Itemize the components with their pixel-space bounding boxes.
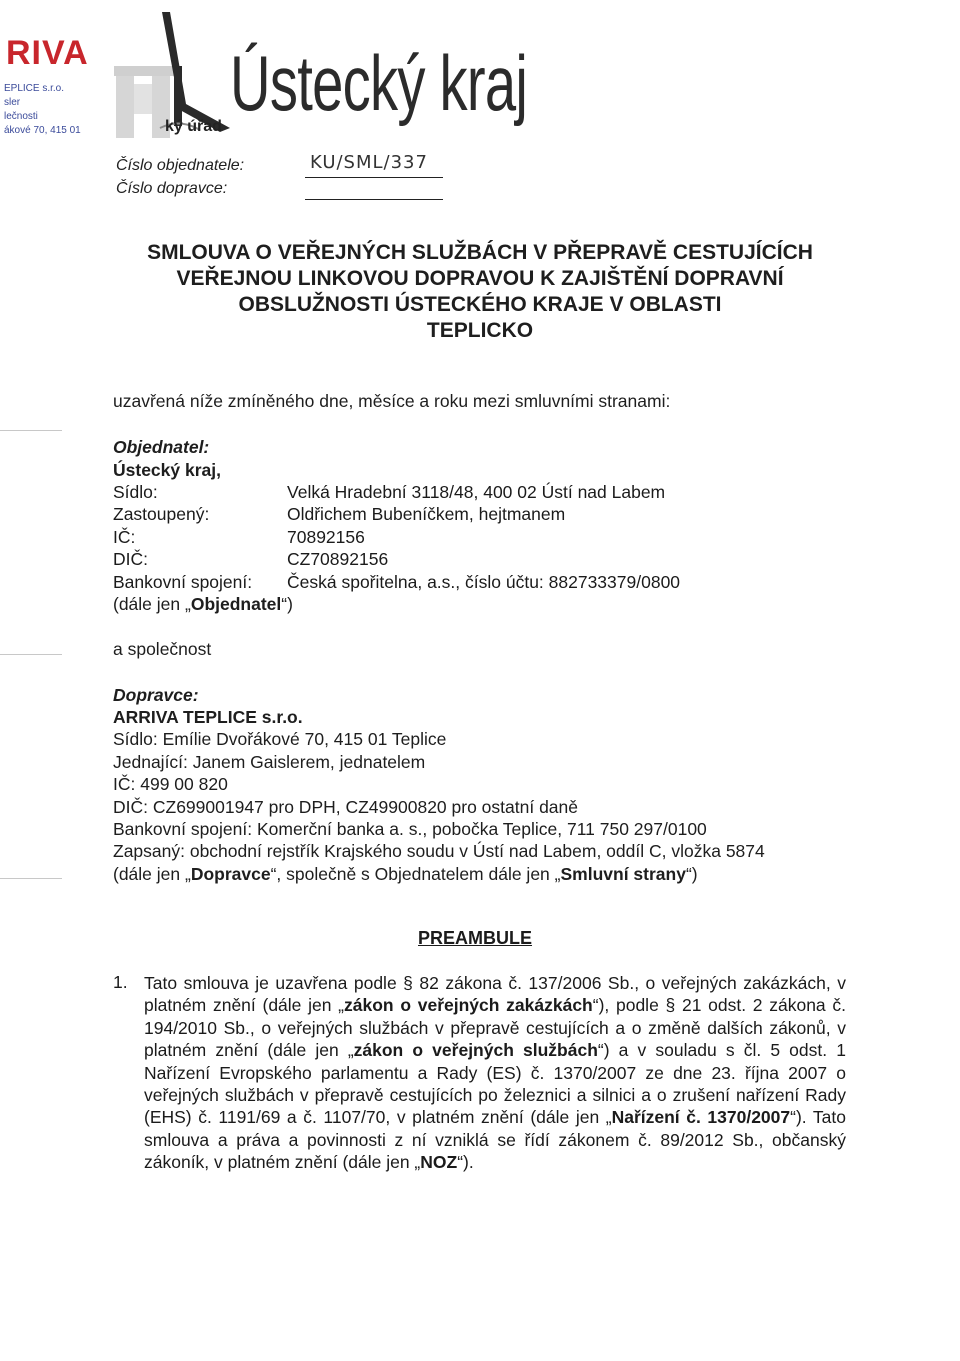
carrier-ic: IČ: 499 00 820 <box>113 774 228 794</box>
region-title: Ústecký kraj <box>230 39 528 127</box>
row-label: IČ: <box>113 527 136 547</box>
carrier-number-label: Číslo dopravce: <box>116 180 228 197</box>
client-number-line <box>305 177 443 178</box>
stamp-line: EPLICE s.r.o. <box>4 83 65 94</box>
client-row-seat <box>113 481 665 504</box>
client-number-label: Číslo objednatele: <box>116 157 245 174</box>
row-value: CZ70892156 <box>287 549 389 569</box>
stamp-line: sler <box>4 97 21 108</box>
row-label: Sídlo: <box>113 482 158 502</box>
carrier-stamp-text <box>4 82 81 138</box>
stamp-line: ákové 70, 415 01 <box>4 125 81 136</box>
row-value: Oldřichem Bubeníčkem, hejtmanem <box>287 504 566 524</box>
row-value: Česká spořitelna, a.s., číslo účtu: 882733379/0800 <box>287 572 681 592</box>
title-line: OBSLUŽNOSTI ÚSTECKÉHO KRAJE V OBLASTI <box>238 293 722 316</box>
carrier-number-line <box>305 199 443 200</box>
office-label: ký úřad <box>165 118 222 135</box>
title-line: SMLOUVA O VEŘEJNÝCH SLUŽBÁCH V PŘEPRAVĚ CESTUJÍCÍCH <box>147 241 813 264</box>
margin-mark <box>0 654 62 655</box>
title-line: VEŘEJNOU LINKOVOU DOPRAVOU K ZAJIŠTĚNÍ DOPRAVNÍ <box>176 267 784 290</box>
carrier-registry: Zapsaný: obchodní rejstřík Krajského soudu v Ústí nad Labem, oddíl C, vložka 5874 <box>113 841 765 861</box>
preamble-item-number: 1. <box>113 972 128 992</box>
stamp-line: lečnosti <box>4 111 38 122</box>
row-value: 70892156 <box>287 527 365 547</box>
client-row-representative <box>113 503 565 526</box>
client-name: Ústecký kraj, <box>113 460 221 480</box>
contract-title <box>100 240 860 344</box>
margin-mark <box>0 430 62 431</box>
margin-mark <box>0 878 62 879</box>
client-heading: Objednatel: <box>113 437 210 457</box>
client-row-ic <box>113 526 365 549</box>
preamble-item-1: Tato smlouva je uzavřena podle § 82 zákona č. 137/2006 Sb., o veřejných zakázkách, v platném znění (dále jen „zákon o veřejných zakázkách“), podle § 21 odst. 2 zákona č. 194/2010 Sb., o veřejných službách v přepravě cestujících a o změně dalších zákonů, v platném znění (dále jen „zákon o veřejných službách“) a v souladu s čl. 5 odst. 1 Nařízení Evropského parlamentu a Rady (ES) č. 1370/2007 ze dne 23. října 2007 o veřejných službách v přepravě cestujících po železnici a silnici a o zrušení nařízení Rady (EHS) č. 1191/69 a č. 1107/70, v platném znění (dále jen „Nařízení č. 1370/2007“). Tato smlouva a práva a povinnosti z ní vzniklá se řídí zákonem č. 89/2012 Sb., občanský zákoník, v platném znění (dále jen „NOZ“). <box>144 973 846 1173</box>
client-alias: (dále jen „Objednatel“) <box>113 594 293 614</box>
client-row-bank <box>113 571 680 594</box>
row-label: Zastoupený: <box>113 504 210 524</box>
carrier-heading: Dopravce: <box>113 685 199 705</box>
carrier-dic: DIČ: CZ699001947 pro DPH, CZ49900820 pro ostatní daně <box>113 797 579 817</box>
carrier-stamp-logo: RIVA <box>6 34 89 72</box>
row-value: Velká Hradební 3118/48, 400 02 Ústí nad Labem <box>287 482 666 502</box>
row-label: DIČ: <box>113 549 148 569</box>
client-row-dic <box>113 548 388 571</box>
carrier-seat: Sídlo: Emílie Dvořákové 70, 415 01 Teplice <box>113 729 447 749</box>
title-line: TEPLICKO <box>426 319 534 342</box>
connector-text: a společnost <box>113 639 212 659</box>
carrier-alias: (dále jen „Dopravce“, společně s Objednatelem dále jen „Smluvní strany“) <box>113 864 698 884</box>
row-label: Bankovní spojení: <box>113 572 253 592</box>
preamble-heading: PREAMBULE <box>418 928 533 948</box>
carrier-representative: Jednající: Janem Gaislerem, jednatelem <box>113 752 426 772</box>
client-number-handwritten: KU/SML/337 <box>310 152 428 173</box>
contract-intro: uzavřená níže zmíněného dne, měsíce a roku mezi smluvními stranami: <box>113 391 671 411</box>
carrier-bank: Bankovní spojení: Komerční banka a. s., pobočka Teplice, 711 750 297/0100 <box>113 819 707 839</box>
carrier-name: ARRIVA TEPLICE s.r.o. <box>113 707 303 727</box>
